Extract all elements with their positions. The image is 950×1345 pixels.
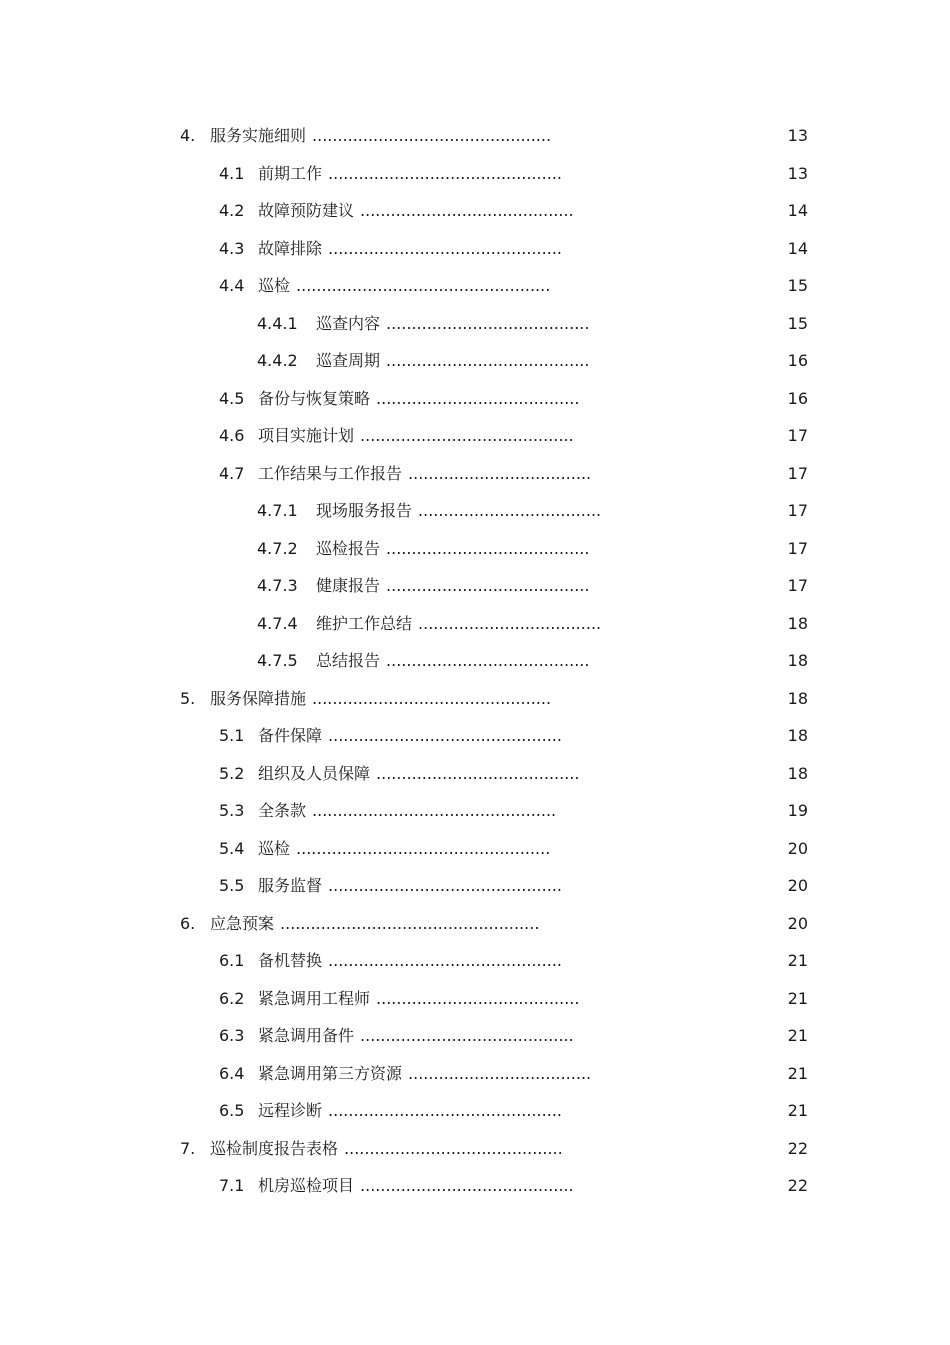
toc-entry-number: 6. bbox=[180, 914, 196, 933]
toc-entry-number: 5.3 bbox=[219, 801, 245, 820]
toc-entry[interactable] bbox=[219, 724, 760, 748]
toc-entry[interactable] bbox=[180, 124, 760, 148]
toc-entry[interactable] bbox=[219, 462, 760, 486]
toc-entry-number: 4.7.4 bbox=[257, 614, 298, 633]
toc-entry-title: 机房巡检项目 bbox=[258, 1176, 355, 1195]
toc-entry-number: 4.3 bbox=[219, 239, 245, 258]
toc-entry-title: 远程诊断 bbox=[258, 1101, 323, 1120]
toc-entry[interactable] bbox=[219, 1174, 760, 1198]
toc-entry-page-number: 14 bbox=[787, 239, 808, 258]
toc-entry[interactable] bbox=[257, 312, 760, 336]
toc-entry-number: 5.2 bbox=[219, 764, 245, 783]
toc-entry-page-number: 17 bbox=[787, 539, 808, 558]
toc-entry-leader: .............................................. bbox=[328, 726, 562, 745]
toc-entry-page-number: 15 bbox=[787, 276, 808, 295]
toc-entry-leader: ........................................ bbox=[376, 989, 580, 1008]
toc-entry-number: 4.4.1 bbox=[257, 314, 298, 333]
toc-entry-title: 服务实施细则 bbox=[210, 126, 307, 145]
toc-entry-leader: ................................................ bbox=[312, 801, 557, 820]
toc-entry-leader: .............................................. bbox=[328, 951, 562, 970]
toc-entry-title: 紧急调用第三方资源 bbox=[258, 1064, 403, 1083]
toc-entry-number: 4. bbox=[180, 126, 196, 145]
toc-entry-page-number: 17 bbox=[787, 501, 808, 520]
toc-entry-number: 6.1 bbox=[219, 951, 245, 970]
toc-entry[interactable] bbox=[219, 837, 760, 861]
toc-entry-page-number: 18 bbox=[787, 689, 808, 708]
toc-entry-leader: .......................................... bbox=[360, 1176, 574, 1195]
toc-entry-title: 健康报告 bbox=[316, 576, 381, 595]
toc-entry-leader: .......................................... bbox=[360, 1026, 574, 1045]
toc-entry-title: 维护工作总结 bbox=[316, 614, 413, 633]
toc-entry-title: 应急预案 bbox=[210, 914, 275, 933]
toc-entry-leader: ................................................... bbox=[280, 914, 540, 933]
toc-entry[interactable] bbox=[219, 162, 760, 186]
toc-entry-number: 4.6 bbox=[219, 426, 245, 445]
toc-entry-title: 工作结果与工作报告 bbox=[258, 464, 403, 483]
toc-entry-number: 6.3 bbox=[219, 1026, 245, 1045]
toc-entry-leader: ........................................ bbox=[376, 389, 580, 408]
toc-entry-page-number: 21 bbox=[787, 989, 808, 1008]
toc-entry-page-number: 21 bbox=[787, 1101, 808, 1120]
toc-entry-title: 服务保障措施 bbox=[210, 689, 307, 708]
toc-entry-leader: ........................................ bbox=[386, 351, 590, 370]
toc-entry-leader: .................................................. bbox=[296, 276, 551, 295]
toc-entry-title: 巡检 bbox=[258, 839, 291, 858]
toc-entry-leader: ........................................ bbox=[386, 539, 590, 558]
toc-entry-title: 全条款 bbox=[258, 801, 307, 820]
toc-entry[interactable] bbox=[219, 1062, 760, 1086]
toc-entry-page-number: 21 bbox=[787, 951, 808, 970]
toc-entry-number: 5.4 bbox=[219, 839, 245, 858]
toc-entry-page-number: 21 bbox=[787, 1064, 808, 1083]
toc-entry-title: 总结报告 bbox=[316, 651, 381, 670]
toc-entry-title: 巡检 bbox=[258, 276, 291, 295]
toc-entry-title: 巡查内容 bbox=[316, 314, 381, 333]
toc-entry-leader: .................................................. bbox=[296, 839, 551, 858]
toc-entry[interactable] bbox=[257, 612, 760, 636]
toc-entry[interactable] bbox=[219, 949, 760, 973]
toc-entry[interactable] bbox=[257, 499, 760, 523]
toc-entry[interactable] bbox=[219, 1024, 760, 1048]
toc-entry-title: 服务监督 bbox=[258, 876, 323, 895]
toc-entry-title: 组织及人员保障 bbox=[258, 764, 371, 783]
toc-entry-leader: ........................................ bbox=[386, 651, 590, 670]
toc-entry-leader: .............................................. bbox=[328, 876, 562, 895]
toc-entry[interactable] bbox=[219, 274, 760, 298]
toc-entry-number: 6.5 bbox=[219, 1101, 245, 1120]
toc-entry[interactable] bbox=[219, 1099, 760, 1123]
toc-entry-page-number: 17 bbox=[787, 464, 808, 483]
toc-entry-leader: ........................................ bbox=[386, 314, 590, 333]
toc-entry-number: 7. bbox=[180, 1139, 196, 1158]
toc-entry-title: 现场服务报告 bbox=[316, 501, 413, 520]
toc-entry-title: 项目实施计划 bbox=[258, 426, 355, 445]
toc-entry-number: 4.7.1 bbox=[257, 501, 298, 520]
toc-entry-leader: .............................................. bbox=[328, 164, 562, 183]
toc-entry[interactable] bbox=[219, 799, 760, 823]
toc-entry-leader: .......................................... bbox=[360, 201, 574, 220]
toc-entry-number: 5. bbox=[180, 689, 196, 708]
toc-entry-page-number: 17 bbox=[787, 576, 808, 595]
toc-entry-leader: .......................................... bbox=[360, 426, 574, 445]
toc-entry-page-number: 13 bbox=[787, 126, 808, 145]
toc-entry-page-number: 13 bbox=[787, 164, 808, 183]
toc-entry-leader: ............................................... bbox=[312, 689, 552, 708]
toc-entry-page-number: 21 bbox=[787, 1026, 808, 1045]
toc-entry-number: 6.4 bbox=[219, 1064, 245, 1083]
toc-entry[interactable] bbox=[257, 574, 760, 598]
toc-entry-number: 4.7.2 bbox=[257, 539, 298, 558]
toc-entry-number: 4.5 bbox=[219, 389, 245, 408]
toc-entry-leader: ........................................ bbox=[386, 576, 590, 595]
toc-entry[interactable] bbox=[257, 649, 760, 673]
toc-entry-title: 故障预防建议 bbox=[258, 201, 355, 220]
toc-entry-leader: ............................................... bbox=[312, 126, 552, 145]
toc-entry[interactable] bbox=[257, 537, 760, 561]
toc-entry-number: 5.5 bbox=[219, 876, 245, 895]
toc-entry-title: 巡检制度报告表格 bbox=[210, 1139, 339, 1158]
toc-entry-leader: .................................... bbox=[408, 1064, 592, 1083]
toc-entry-leader: ........................................ bbox=[376, 764, 580, 783]
toc-entry-number: 4.7.3 bbox=[257, 576, 298, 595]
toc-entry[interactable] bbox=[257, 349, 760, 373]
toc-entry-page-number: 22 bbox=[787, 1139, 808, 1158]
toc-entry-title: 备份与恢复策略 bbox=[258, 389, 371, 408]
toc-entry-page-number: 16 bbox=[787, 351, 808, 370]
toc-entry-leader: ........................................... bbox=[344, 1139, 563, 1158]
toc-entry-page-number: 18 bbox=[787, 651, 808, 670]
toc-entry-number: 5.1 bbox=[219, 726, 245, 745]
toc-entry-page-number: 20 bbox=[787, 876, 808, 895]
toc-entry-page-number: 18 bbox=[787, 726, 808, 745]
toc-entry-leader: .............................................. bbox=[328, 239, 562, 258]
toc-entry-page-number: 15 bbox=[787, 314, 808, 333]
toc-entry-title: 备件保障 bbox=[258, 726, 323, 745]
toc-entry-leader: .................................... bbox=[418, 501, 602, 520]
toc-entry-page-number: 19 bbox=[787, 801, 808, 820]
toc-entry-title: 前期工作 bbox=[258, 164, 323, 183]
toc-entry[interactable] bbox=[180, 912, 760, 936]
toc-entry-title: 紧急调用工程师 bbox=[258, 989, 371, 1008]
toc-entry[interactable] bbox=[219, 762, 760, 786]
toc-entry[interactable] bbox=[219, 387, 760, 411]
toc-entry-page-number: 16 bbox=[787, 389, 808, 408]
toc-entry-title: 备机替换 bbox=[258, 951, 323, 970]
toc-entry[interactable] bbox=[219, 424, 760, 448]
toc-entry-page-number: 20 bbox=[787, 914, 808, 933]
toc-entry-number: 4.1 bbox=[219, 164, 245, 183]
toc-entry[interactable] bbox=[219, 237, 760, 261]
toc-entry-number: 4.4.2 bbox=[257, 351, 298, 370]
toc-entry-number: 7.1 bbox=[219, 1176, 245, 1195]
toc-entry[interactable] bbox=[180, 1137, 760, 1161]
toc-entry-number: 4.7.5 bbox=[257, 651, 298, 670]
toc-entry-leader: .................................... bbox=[418, 614, 602, 633]
toc-entry-number: 6.2 bbox=[219, 989, 245, 1008]
toc-entry[interactable] bbox=[219, 199, 760, 223]
toc-entry[interactable] bbox=[180, 687, 760, 711]
toc-entry-page-number: 17 bbox=[787, 426, 808, 445]
toc-entry-page-number: 14 bbox=[787, 201, 808, 220]
toc-entry-page-number: 18 bbox=[787, 614, 808, 633]
toc-entry-page-number: 20 bbox=[787, 839, 808, 858]
toc-entry-leader: .............................................. bbox=[328, 1101, 562, 1120]
toc-entry[interactable] bbox=[219, 874, 760, 898]
toc-entry-title: 紧急调用备件 bbox=[258, 1026, 355, 1045]
toc-entry-number: 4.2 bbox=[219, 201, 245, 220]
toc-entry[interactable] bbox=[219, 987, 760, 1011]
toc-entry-number: 4.7 bbox=[219, 464, 245, 483]
toc-entry-number: 4.4 bbox=[219, 276, 245, 295]
toc-entry-title: 巡查周期 bbox=[316, 351, 381, 370]
toc-entry-title: 故障排除 bbox=[258, 239, 323, 258]
toc-entry-page-number: 22 bbox=[787, 1176, 808, 1195]
toc-entry-title: 巡检报告 bbox=[316, 539, 381, 558]
toc-entry-leader: .................................... bbox=[408, 464, 592, 483]
toc-entry-page-number: 18 bbox=[787, 764, 808, 783]
